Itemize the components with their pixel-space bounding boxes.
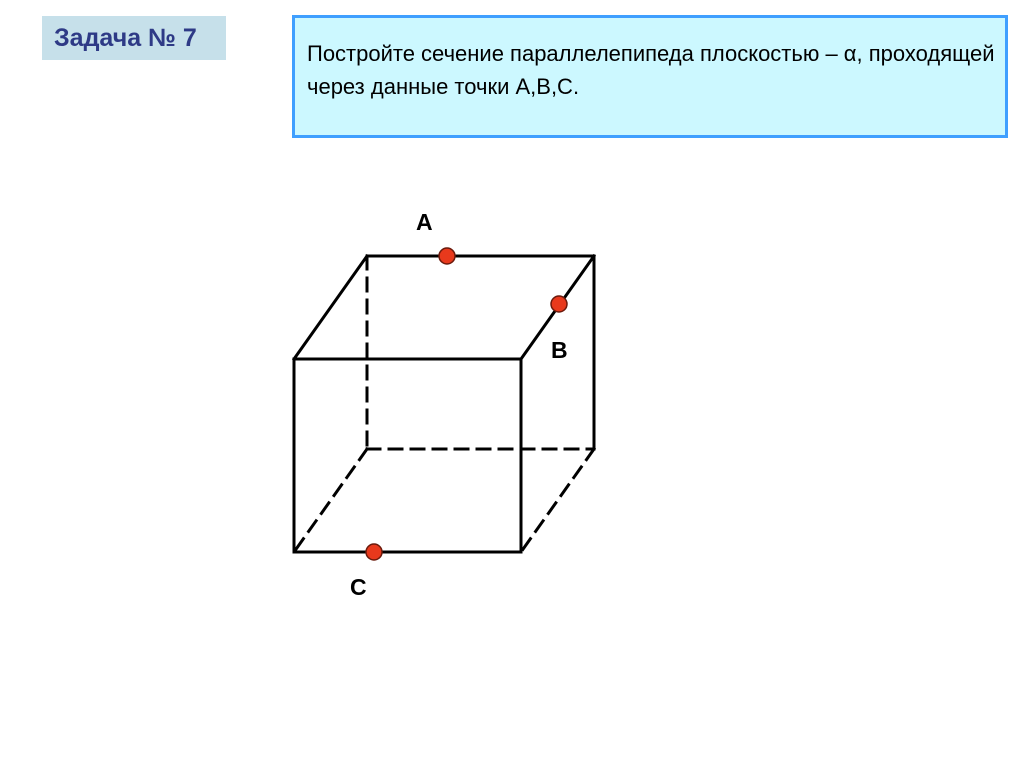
point-a-marker xyxy=(439,248,455,264)
task-title: Задача № 7 xyxy=(54,24,197,52)
hidden-edge-right-bottom-diagonal xyxy=(521,449,594,552)
point-b-label: B xyxy=(551,337,568,363)
point-c-label: C xyxy=(350,574,367,600)
point-a-label: А xyxy=(416,209,433,235)
task-statement: Постройте сечение параллелепипеда плоскостью – α, проходящей через данные точки А,В,С. xyxy=(307,41,995,99)
edge-top-left xyxy=(294,256,367,359)
point-c-marker xyxy=(366,544,382,560)
point-b-marker xyxy=(551,296,567,312)
hidden-edge-left-bottom-diagonal xyxy=(294,449,367,552)
